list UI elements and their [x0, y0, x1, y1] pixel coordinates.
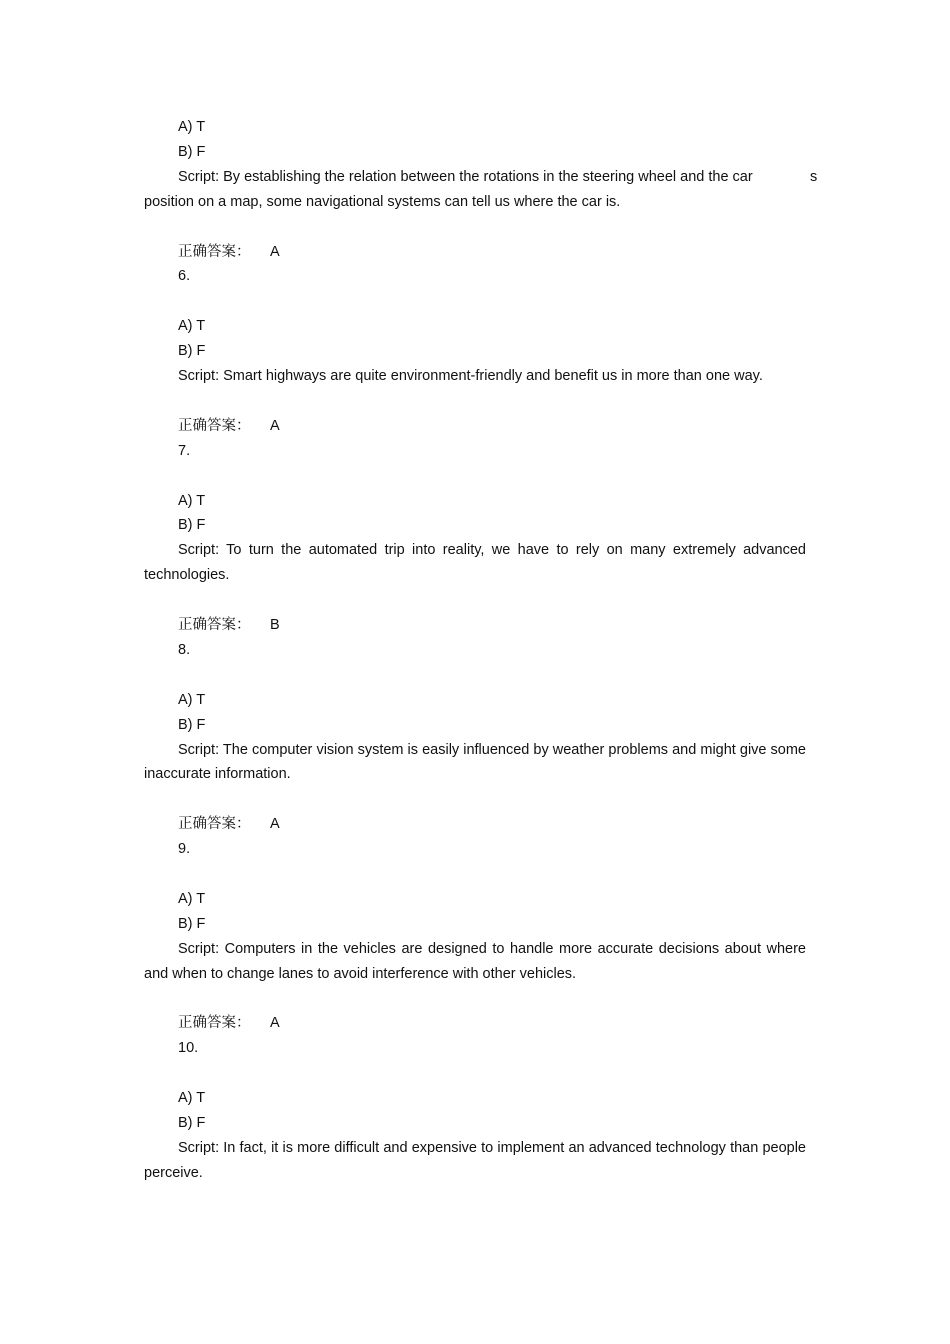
option-a: A) T [178, 691, 206, 708]
spacer [144, 1061, 806, 1086]
script-text: Script: The computer vision system is easily influenced by weather problems and might give some inaccurate information. [144, 741, 806, 783]
script-text: Script: Computers in the vehicles are designed to handle more accurate decisions about where and when to change lanes to avoid interference with other vehicles. [144, 940, 806, 982]
option-a: A) T [178, 119, 206, 135]
answer-line [144, 1011, 806, 1036]
spacer [144, 663, 806, 688]
spacer [144, 862, 806, 887]
answer-value: B [270, 617, 280, 634]
script-text: Script: Smart highways are quite environment-friendly and benefit us in more than one way. [178, 368, 763, 385]
script-text-tail: s [810, 169, 818, 185]
spacer [144, 987, 806, 1012]
answer-value: A [270, 816, 280, 833]
answer-value: A [270, 1015, 280, 1032]
option-a: A) T [178, 492, 206, 509]
answer-label: 正确答案： [178, 243, 251, 260]
question-number: 7. [178, 442, 191, 459]
answer-value: A [270, 243, 280, 260]
question-number: 6. [178, 268, 191, 285]
option-b: B) F [178, 517, 206, 534]
option-b: B) F [178, 343, 206, 360]
answer-label: 正确答案： [178, 1015, 251, 1032]
question-number: 9. [178, 841, 191, 858]
option-b: B) F [178, 915, 206, 932]
script-text: Script: By establishing the relation between the rotations in the steering wheel and the car [178, 168, 753, 185]
script-text: Script: To turn the automated trip into reality, we have to rely on many extremely advanced technologies. [144, 542, 806, 584]
answer-line [144, 812, 806, 837]
option-b: B) F [178, 716, 206, 733]
question-number: 8. [178, 641, 191, 658]
spacer [144, 588, 806, 613]
option-a: A) T [178, 318, 206, 335]
answer-line [144, 414, 806, 439]
spacer [144, 787, 806, 812]
document-body [144, 115, 806, 1186]
option-b: B) F [178, 1115, 206, 1132]
answer-label: 正确答案： [178, 816, 251, 833]
answer-value: A [270, 417, 280, 434]
script-text-continued: position on a map, some navigational systems can tell us where the car is. [144, 193, 621, 210]
answer-line [144, 240, 806, 265]
option-a: A) T [178, 890, 206, 907]
spacer [144, 464, 806, 489]
question-number: 10. [178, 1040, 199, 1057]
script-text: Script: In fact, it is more difficult and expensive to implement an advanced technology than people perceive. [144, 1140, 806, 1181]
answer-line [144, 613, 806, 638]
option-b: B) F [178, 143, 206, 160]
option-a: A) T [178, 1090, 206, 1107]
spacer [144, 289, 806, 314]
spacer [144, 215, 806, 240]
answer-label: 正确答案： [178, 417, 251, 434]
spacer [144, 389, 806, 414]
answer-label: 正确答案： [178, 617, 251, 634]
